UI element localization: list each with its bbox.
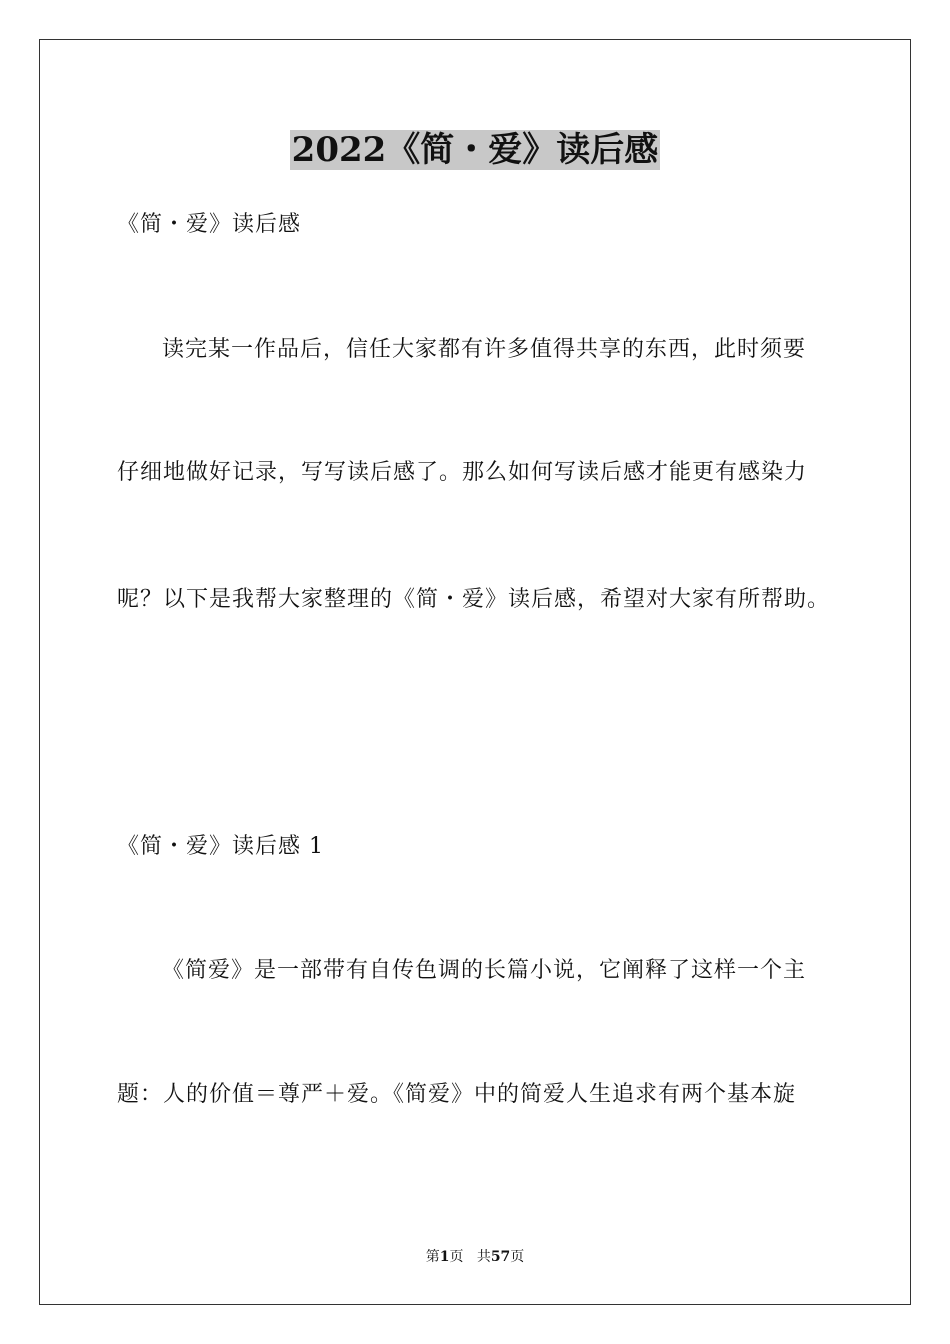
footer-page-suffix: 页 bbox=[449, 1249, 464, 1265]
essay-1-line-2: 题：人的价值＝尊严＋爱。《简爱》中的简爱人生追求有两个基本旋 bbox=[117, 1082, 797, 1107]
footer-total-prefix: 共 bbox=[476, 1249, 491, 1265]
essay-1-heading: 《简・爱》读后感 1 bbox=[117, 834, 324, 859]
essay-1-line-1: 《简爱》是一部带有自传色调的长篇小说，它阐释了这样一个主 bbox=[162, 958, 807, 983]
footer-total-suffix: 页 bbox=[510, 1249, 525, 1265]
intro-paragraph-line-3: 呢？以下是我帮大家整理的《简・爱》读后感，希望对大家有所帮助。 bbox=[117, 587, 831, 612]
intro-paragraph-line-2: 仔细地做好记录，写写读后感了。那么如何写读后感才能更有感染力 bbox=[117, 460, 808, 485]
document-title-text: 2022《简・爱》读后感 bbox=[291, 130, 659, 170]
footer-page-number: 1 bbox=[439, 1249, 450, 1265]
document-title bbox=[0, 124, 950, 176]
section-heading: 《简・爱》读后感 bbox=[117, 212, 302, 237]
footer-page-prefix: 第 bbox=[425, 1249, 440, 1265]
footer-total-pages: 57 bbox=[490, 1249, 511, 1265]
intro-paragraph-line-1: 读完某一作品后，信任大家都有许多值得共享的东西，此时须要 bbox=[162, 337, 807, 362]
page-footer bbox=[0, 1247, 950, 1267]
